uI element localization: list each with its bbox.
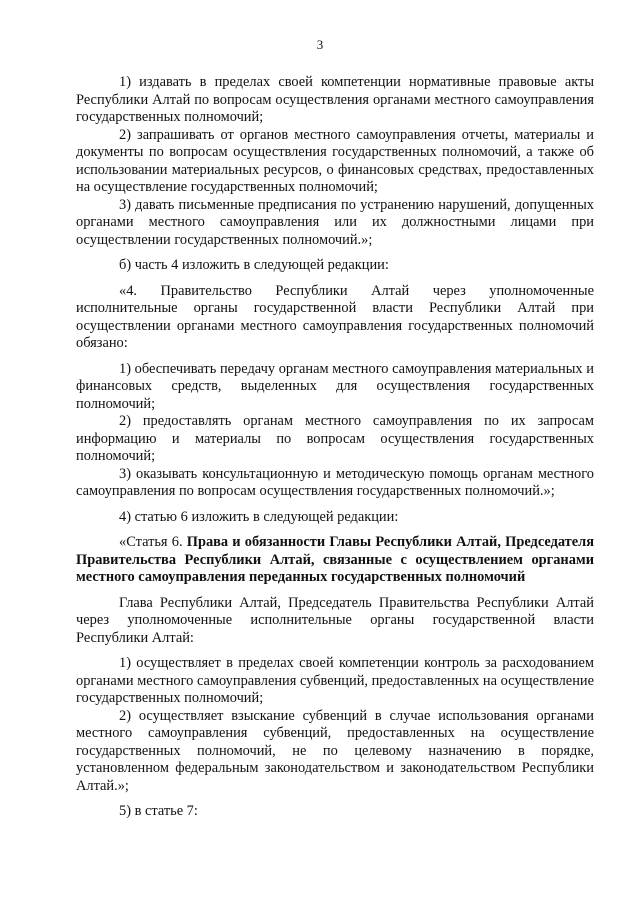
page-number: 3 (316, 37, 324, 52)
article-6-prefix: «Статья 6. (119, 534, 187, 550)
paragraph-duty-1: 1) обеспечивать передачу органам местного самоуправления материальных и финансовых средств, выделенных для осуществления государственных полномочий; (76, 360, 594, 412)
paragraph-item-1: 1) издавать в пределах своей компетенции нормативные правовые акты Республики Алтай по вопросам осуществления органами местного самоуправления государственных полномочий; (76, 74, 594, 125)
paragraph-part-4: «4. Правительство Республики Алтай через уполномоченные исполнительные органы государственной власти Республики Алтай при осуществлении органами местного самоуправления государственных полномочий обязано: (76, 282, 594, 351)
paragraph-item-3: 3) давать письменные предписания по устранению нарушений, допущенных органами местного самоуправления или их должностными лицами при осуществлении государственных полномочий.»; (76, 196, 594, 248)
document-body (76, 74, 594, 829)
paragraph-part-4-intro: б) часть 4 изложить в следующей редакции: (119, 257, 389, 273)
paragraph-item-2: 2) запрашивать от органов местного самоуправления отчеты, материалы и документы по вопросам осуществления государственных полномочий, а также об использовании материальных ресурсов, о финансовых средствах, предоставленных на осуществление государственных полномочий; (76, 126, 594, 195)
paragraph-control-1: 1) осуществляет в пределах своей компетенции контроль за расходованием органами местного самоуправления субвенций, предоставленных на осуществление государственных полномочий; (76, 655, 594, 706)
paragraph-duty-2: 2) предоставлять органам местного самоуправления по их запросам информацию и материалы по вопросам осуществления государственных полномочий; (76, 413, 594, 464)
article-6-heading (76, 534, 594, 587)
paragraph-article-6-body: Глава Республики Алтай, Председатель Правительства Республики Алтай через уполномоченные исполнительные органы государственной власти Республики Алтай: (76, 594, 594, 646)
article-6-title: Права и обязанности Главы Республики Алтай, Председателя Правительства Республики Алтай, связанные с осуществлением органами местного самоуправления переданных государственных полномочий (76, 534, 594, 585)
paragraph-article-7-intro: 5) в статье 7: (119, 803, 198, 819)
paragraph-duty-3: 3) оказывать консультационную и методическую помощь органам местного самоуправления по вопросам осуществления государственных полномочий.»; (76, 465, 594, 499)
paragraph-article-6-intro: 4) статью 6 изложить в следующей редакции: (119, 508, 399, 525)
paragraph-control-2: 2) осуществляет взыскание субвенций в случае использования органами местного самоуправления субвенций, предоставленных на осуществление государственных полномочий, не по целевому назначению в порядке, установленном федеральным законодательством и законодательством Республики Алтай.»; (76, 707, 594, 794)
